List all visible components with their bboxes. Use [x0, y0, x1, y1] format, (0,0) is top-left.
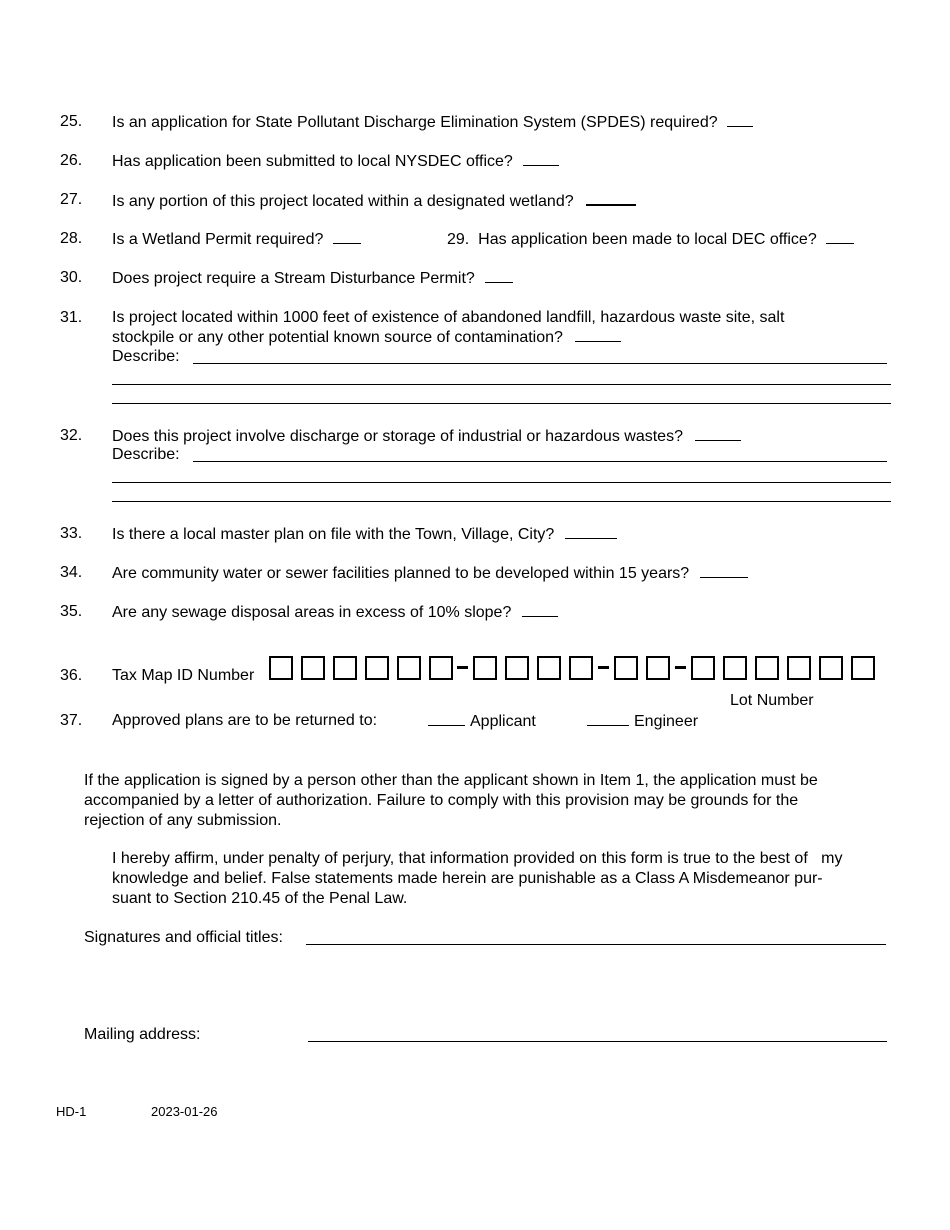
engineer-label: Engineer [634, 713, 699, 730]
signatures-label: Signatures and official titles: [84, 929, 283, 946]
q28-text: Is a Wetland Permit required? [112, 231, 324, 248]
q26-question [112, 151, 559, 172]
q25-number: 25. [60, 113, 83, 130]
q32-describe-line-1[interactable] [193, 461, 887, 462]
q30-text: Does project require a Stream Disturbance Permit? [112, 270, 475, 287]
q28-answer-blank[interactable] [333, 229, 361, 244]
lot-number-box[interactable] [787, 656, 811, 680]
tax-map-separator [598, 666, 609, 669]
q28-question [112, 229, 361, 250]
q28-number: 28. [60, 230, 83, 247]
form-id: HD-1 [56, 1104, 87, 1119]
q30-number: 30. [60, 269, 83, 286]
signatures-line[interactable] [306, 944, 886, 945]
q27-number: 27. [60, 191, 83, 208]
mailing-address-label: Mailing address: [84, 1026, 201, 1043]
q32-describe-line-3[interactable] [112, 501, 891, 502]
tax-map-box[interactable] [301, 656, 325, 680]
q32-text: Does this project involve discharge or storage of industrial or hazardous wastes? [112, 428, 683, 445]
authorization-note [84, 771, 914, 831]
q30-question [112, 268, 513, 289]
q37-number: 37. [60, 712, 83, 729]
lot-number-box[interactable] [723, 656, 747, 680]
q33-text: Is there a local master plan on file with the Town, Village, City? [112, 526, 555, 543]
q31-describe-line-1[interactable] [193, 363, 887, 364]
tax-map-box[interactable] [397, 656, 421, 680]
q35-answer-blank[interactable] [522, 602, 558, 617]
q31-question-line2 [112, 327, 621, 348]
q36-number: 36. [60, 667, 83, 684]
tax-map-box[interactable] [505, 656, 529, 680]
q31-line2: stockpile or any other potential known source of contamination? [112, 329, 563, 346]
q37-applicant-option [428, 711, 536, 732]
q34-question [112, 563, 748, 584]
q31-describe-label: Describe: [112, 348, 180, 365]
lot-number-box[interactable] [691, 656, 715, 680]
tax-map-box[interactable] [365, 656, 389, 680]
q32-describe-label: Describe: [112, 446, 180, 463]
mailing-address-line[interactable] [308, 1041, 887, 1042]
q27-answer-blank[interactable] [586, 190, 636, 206]
q31-describe-line-3[interactable] [112, 403, 891, 404]
form-date: 2023-01-26 [151, 1104, 218, 1119]
q29-text: Has application been made to local DEC office? [478, 231, 817, 248]
q31-answer-blank[interactable] [575, 327, 621, 342]
q29-answer-blank[interactable] [826, 229, 854, 244]
q32-answer-blank[interactable] [695, 426, 741, 441]
tax-map-box[interactable] [537, 656, 561, 680]
q25-question [112, 112, 753, 133]
q31-describe-line-2[interactable] [112, 384, 891, 385]
q33-answer-blank[interactable] [565, 524, 617, 539]
q34-text: Are community water or sewer facilities planned to be developed within 15 years? [112, 565, 690, 582]
q26-answer-blank[interactable] [523, 151, 559, 166]
q25-text: Is an application for State Pollutant Discharge Elimination System (SPDES) required? [112, 114, 718, 131]
lot-number-box[interactable] [755, 656, 779, 680]
affirm-line-1a: I hereby affirm, under penalty of perjury, that information provided on this form is true to the best of [112, 850, 808, 867]
affirm-line-3: suant to Section 210.45 of the Penal Law. [112, 890, 408, 907]
q30-answer-blank[interactable] [485, 268, 513, 283]
affirm-line-2: knowledge and belief. False statements made herein are punishable as a Class A Misdemeanor pur- [112, 870, 823, 887]
q34-answer-blank[interactable] [700, 563, 748, 578]
tax-map-box[interactable] [269, 656, 293, 680]
lot-number-box[interactable] [851, 656, 875, 680]
engineer-blank[interactable] [587, 711, 629, 726]
q36-text: Tax Map ID Number [112, 667, 255, 684]
applicant-label: Applicant [470, 713, 536, 730]
q32-describe-line-2[interactable] [112, 482, 891, 483]
q37-text: Approved plans are to be returned to: [112, 712, 378, 729]
tax-map-box[interactable] [473, 656, 497, 680]
tax-map-box[interactable] [646, 656, 670, 680]
tax-map-box[interactable] [614, 656, 638, 680]
q31-line1: Is project located within 1000 feet of existence of abandoned landfill, hazardous waste site, salt [112, 309, 785, 326]
q37-engineer-option [587, 711, 698, 732]
auth-line-2: accompanied by a letter of authorization. Failure to comply with this provision may be grounds for the [84, 792, 799, 809]
lot-number-box[interactable] [819, 656, 843, 680]
lot-number-label: Lot Number [730, 692, 814, 709]
q29-number: 29. [447, 231, 470, 248]
q26-text: Has application been submitted to local NYSDEC office? [112, 153, 513, 170]
tax-map-box[interactable] [569, 656, 593, 680]
affirm-line-1b: my [821, 850, 843, 867]
tax-map-box[interactable] [429, 656, 453, 680]
q26-number: 26. [60, 152, 83, 169]
tax-map-separator [675, 666, 686, 669]
tax-map-box[interactable] [333, 656, 357, 680]
q35-number: 35. [60, 603, 83, 620]
q32-question [112, 426, 741, 447]
q27-text: Is any portion of this project located within a designated wetland? [112, 193, 574, 210]
q35-text: Are any sewage disposal areas in excess of 10% slope? [112, 604, 512, 621]
q33-number: 33. [60, 525, 83, 542]
affirmation-statement [112, 849, 912, 909]
q33-question [112, 524, 617, 545]
q31-number: 31. [60, 309, 83, 326]
tax-map-separator [457, 666, 468, 669]
q32-number: 32. [60, 427, 83, 444]
applicant-blank[interactable] [428, 711, 465, 726]
q29-question [447, 229, 854, 250]
affirm-line-1 [112, 849, 912, 869]
q34-number: 34. [60, 564, 83, 581]
auth-line-1: If the application is signed by a person other than the applicant shown in Item 1, the application must be [84, 772, 818, 789]
q27-question [112, 190, 636, 212]
q25-answer-blank[interactable] [727, 112, 753, 127]
auth-line-3: rejection of any submission. [84, 812, 282, 829]
q35-question [112, 602, 558, 623]
